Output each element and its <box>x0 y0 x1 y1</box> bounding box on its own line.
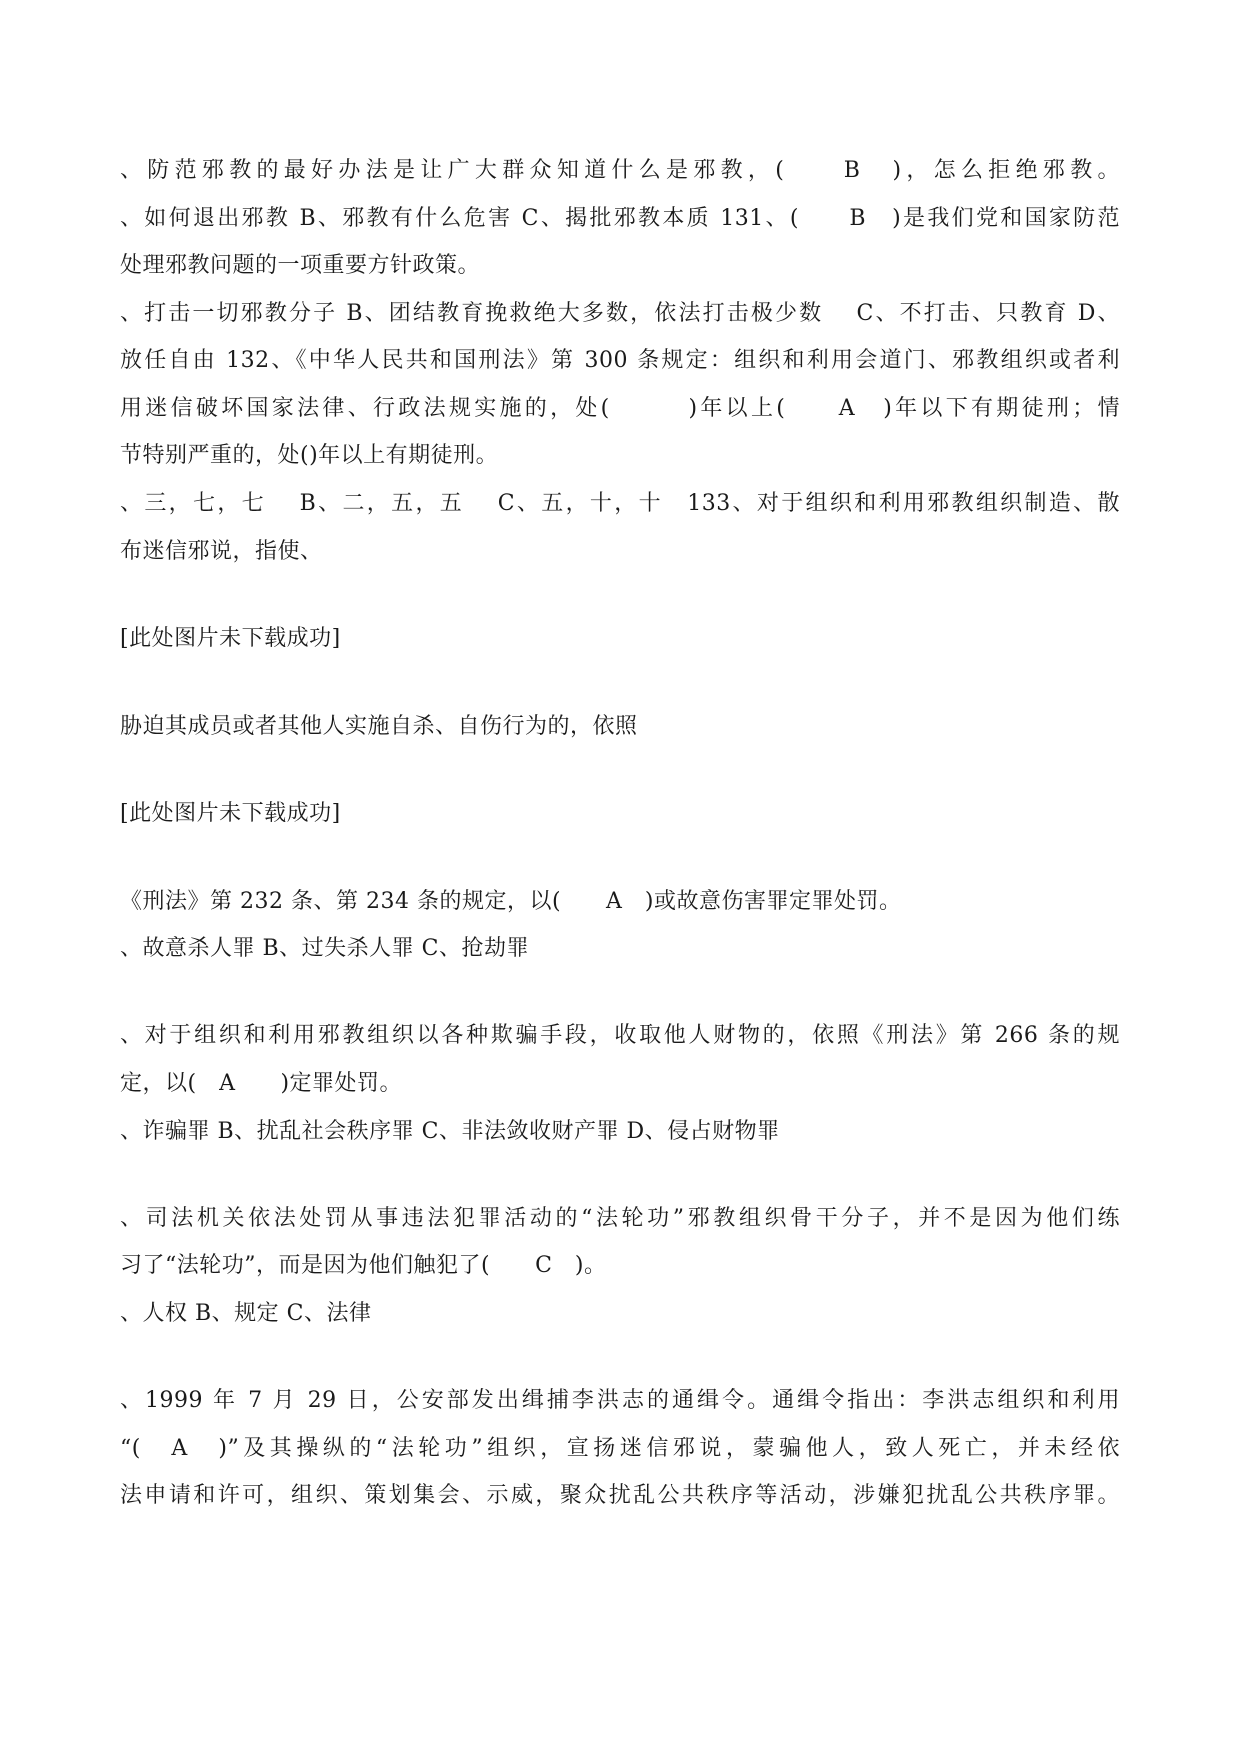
text-line: 、1999 年 7 月 29 日，公安部发出缉捕李洪志的通缉令。通缉令指出：李洪志组织和利用 <box>120 1388 1120 1413</box>
missing-image-placeholder: [此处图片未下载成功] <box>120 801 341 826</box>
text-line: 习了“法轮功”，而是因为他们触犯了( C )。 <box>120 1253 607 1278</box>
text-line: 胁迫其成员或者其他人实施自杀、自伤行为的，依照 <box>120 714 638 739</box>
text-line: 、对于组织和利用邪教组织以各种欺骗手段，收取他人财物的，依照《刑法》第 266 条的规 <box>120 1023 1120 1048</box>
text-line: 、如何退出邪教 B、邪教有什么危害 C、揭批邪教本质 131、( B )是我们党和国家防范 <box>120 206 1120 231</box>
text-line: “( A )”及其操纵的“法轮功”组织，宣扬迷信邪说，蒙骗他人，致人死亡，并未经依 <box>120 1436 1120 1461</box>
text-line: 、打击一切邪教分子 B、团结教育挽救绝大多数，依法打击极少数 C、不打击、只教育 D、 <box>120 301 1120 326</box>
text-line: 、三，七，七 B、二，五，五 C、五，十，十 133、对于组织和利用邪教组织制造、散 <box>120 491 1120 516</box>
text-line: 布迷信邪说，指使、 <box>120 539 323 564</box>
text-line: 定，以( A )定罪处罚。 <box>120 1071 403 1096</box>
text-line: 、诈骗罪 B、扰乱社会秩序罪 C、非法敛收财产罪 D、侵占财物罪 <box>120 1119 780 1144</box>
text-line: 《刑法》第 232 条、第 234 条的规定，以( A )或故意伤害罪定罪处罚。 <box>120 889 902 914</box>
text-line: 节特别严重的，处()年以上有期徒刑。 <box>120 443 499 468</box>
text-line: 处理邪教问题的一项重要方针政策。 <box>120 253 481 278</box>
text-line: 、防范邪教的最好办法是让广大群众知道什么是邪教，( B )，怎么拒绝邪教。 <box>120 158 1120 183</box>
text-line: 、故意杀人罪 B、过失杀人罪 C、抢劫罪 <box>120 936 529 961</box>
text-line: 、司法机关依法处罚从事违法犯罪活动的“法轮功”邪教组织骨干分子，并不是因为他们练 <box>120 1206 1120 1231</box>
text-line: 放任自由 132、《中华人民共和国刑法》第 300 条规定：组织和利用会道门、邪教组织或者利 <box>120 348 1120 373</box>
missing-image-placeholder: [此处图片未下载成功] <box>120 626 341 651</box>
text-line: 用迷信破坏国家法律、行政法规实施的，处( )年以上( A )年以下有期徒刑；情 <box>120 396 1120 421</box>
text-line: 法申请和许可，组织、策划集会、示威，聚众扰乱公共秩序等活动，涉嫌犯扰乱公共秩序罪。 <box>120 1483 1120 1508</box>
text-line: 、人权 B、规定 C、法律 <box>120 1301 372 1326</box>
